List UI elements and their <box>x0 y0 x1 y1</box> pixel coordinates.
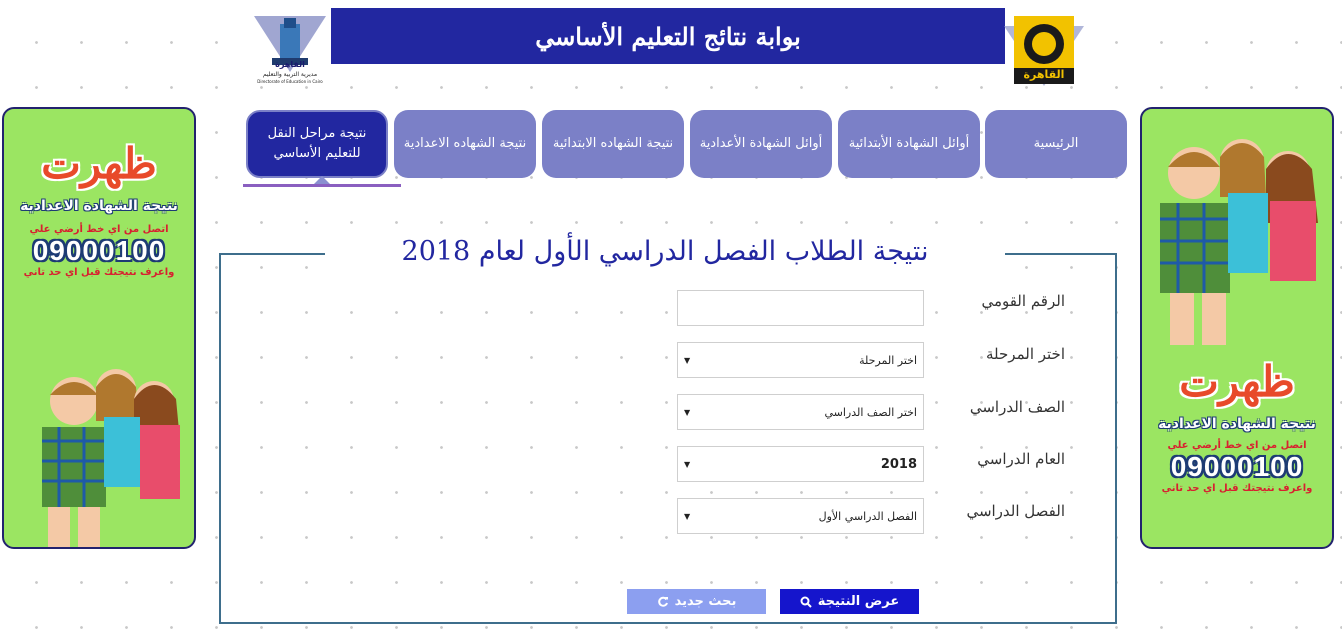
ad-call-text: اتصل من اي خط أرضي علي <box>29 224 169 235</box>
show-result-button[interactable] <box>780 589 919 614</box>
dropdown-arrow-icon: ▼ <box>684 512 691 521</box>
year-select[interactable] <box>677 446 924 482</box>
ad-footer-text: واعرف نتيجتك قبل اي حد تاني <box>23 267 175 278</box>
term-label: الفصل الدراسي <box>966 502 1065 520</box>
tab-top-preparatory[interactable]: أوائل الشهادة الأعدادية <box>690 110 832 178</box>
national-id-label: الرقم القومي <box>981 292 1065 310</box>
page-title: بوابة نتائج التعليم الأساسي <box>331 8 1005 64</box>
tab-top-primary[interactable]: أوائل الشهادة الأبتدائية <box>838 110 980 178</box>
right-advertisement[interactable] <box>1140 107 1334 549</box>
grade-select-value: اختر الصف الدراسي <box>824 406 917 419</box>
ad-brand: ظهرت <box>1179 357 1295 406</box>
ad-phone: 09000100 <box>32 235 166 266</box>
ad-heading: نتيجة الشهادة الاعدادية <box>1158 416 1316 432</box>
new-search-label: بحث جديد <box>674 594 737 609</box>
ad-brand: ظهرت <box>41 139 157 188</box>
tab-home[interactable]: الرئيسية <box>985 110 1127 178</box>
grade-select[interactable] <box>677 394 924 430</box>
logo-caption: مديرية التربية والتعليم <box>262 71 318 78</box>
national-id-input[interactable] <box>677 290 924 326</box>
ad-heading: نتيجة الشهادة الاعدادية <box>20 198 178 214</box>
kids-illustration <box>1142 113 1332 345</box>
term-select[interactable] <box>677 498 924 534</box>
dropdown-arrow-icon: ▼ <box>684 460 691 469</box>
cairo-education-logo <box>250 10 330 86</box>
term-select-value: الفصل الدراسي الأول <box>818 510 917 523</box>
left-advertisement[interactable] <box>2 107 196 549</box>
logo-word: القاهرة <box>1023 68 1065 81</box>
stage-label: اختر المرحلة <box>986 345 1065 363</box>
stage-select[interactable] <box>677 342 924 378</box>
active-tab-underline <box>243 184 401 187</box>
year-label: العام الدراسي <box>977 450 1065 468</box>
dropdown-arrow-icon: ▼ <box>684 356 691 365</box>
kids-illustration <box>4 361 194 549</box>
ad-call-text: اتصل من اي خط أرضي علي <box>1167 440 1307 451</box>
logo-word: القاهرة <box>275 60 305 69</box>
refresh-icon <box>657 596 669 608</box>
ad-footer-text: واعرف نتيجتك قبل اي حد تاني <box>1161 483 1313 494</box>
tab-preparatory-results[interactable]: نتيجة الشهاده الاعدادية <box>394 110 536 178</box>
show-result-label: عرض النتيجة <box>817 594 900 609</box>
tab-primary-results[interactable]: نتيجة الشهاده الابتدائية <box>542 110 684 178</box>
new-search-button[interactable] <box>627 589 766 614</box>
form-title: نتيجة الطلاب الفصل الدراسي الأول لعام 2018 <box>325 232 1005 272</box>
stage-select-value: اختر المرحلة <box>859 354 917 367</box>
year-select-value: 2018 <box>880 457 917 472</box>
search-icon <box>800 596 812 608</box>
cairo-governorate-logo <box>1004 10 1084 86</box>
ad-phone: 09000100 <box>1170 451 1304 482</box>
dropdown-arrow-icon: ▼ <box>684 408 691 417</box>
logo-subcaption: Directorate of Education in Cairo <box>257 79 323 84</box>
grade-label: الصف الدراسي <box>969 398 1065 416</box>
tab-transfer-results[interactable]: نتيجة مراحل النقل للتعليم الأساسي <box>246 110 388 178</box>
